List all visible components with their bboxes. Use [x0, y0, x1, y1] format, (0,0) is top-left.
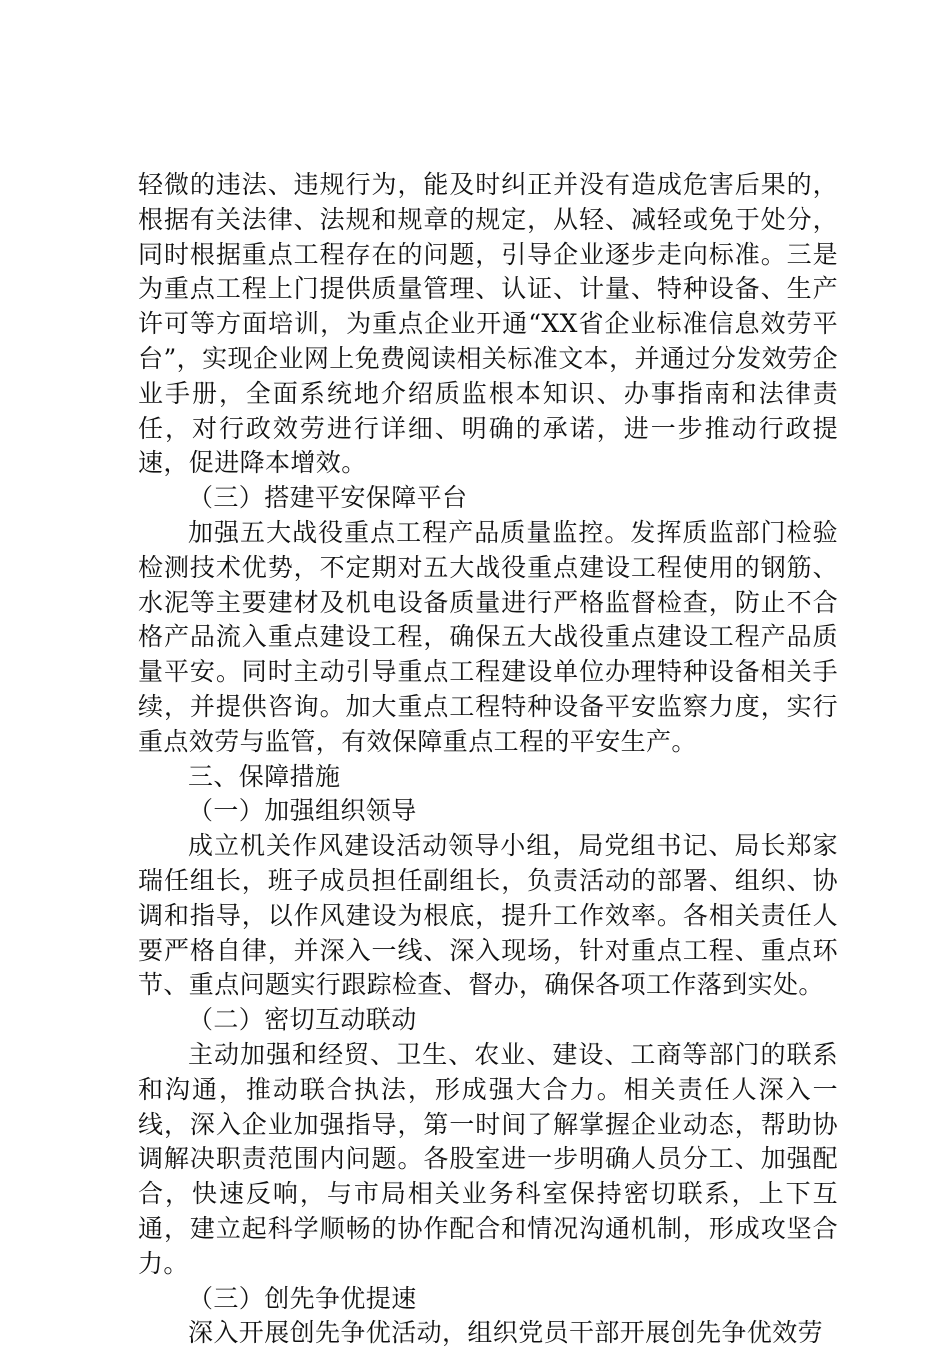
paragraph-leadership-group: 成立机关作风建设活动领导小组，局党组书记、局长郑家瑞任组长，班子成员担任副组长，负责活动的部署、组织、协调和指导，以作风建设为根底，提升工作效率。各相关责任人要严格自律，并深入一线、深入现场，针对重点工程、重点环节、重点问题实行跟踪检查、督办，确保各项工作落到实处。: [138, 831, 838, 1000]
document-body: [138, 168, 838, 1351]
section-heading-safeguards: 三、保障措施: [188, 761, 341, 791]
paragraph-excellence-activity: 深入开展创先争优活动，组织党员干部开展创先争优效劳: [188, 1318, 824, 1348]
paragraph-continuation: 轻微的违法、违规行为，能及时纠正并没有造成危害后果的，根据有关法律、法规和规章的规定，从轻、减轻或免于处分，同时根据重点工程存在的问题，引导企业逐步走向标准。三是为重点工程上门提供质量管理、认证、计量、特种设备、生产许可等方面培训，为重点企业开通“XX省企业标准信息效劳平台”，实现企业网上免费阅读相关标准文本，并通过分发效劳企业手册，全面系统地介绍质监根本知识、办事指南和法律责任，对行政效劳进行详细、明确的承诺，进一步推动行政提速，促进降本增效。: [138, 170, 838, 478]
section-heading-safety-platform: （三）搭建平安保障平台: [188, 483, 468, 513]
paragraph-quality-monitoring: 加强五大战役重点工程产品质量监控。发挥质监部门检验检测技术优势，不定期对五大战役重点建设工程使用的钢筋、水泥等主要建材及机电设备质量进行严格监督检查，防止不合格产品流入重点建设工程，确保五大战役重点建设工程产品质量平安。同时主动引导重点工程建设单位办理特种设备相关手续，并提供咨询。加大重点工程特种设备平安监察力度，实行重点效劳与监管，有效保障重点工程的平安生产。: [138, 517, 838, 756]
subheading-organization-leadership: （一）加强组织领导: [188, 796, 417, 826]
subheading-interaction-linkage: （二）密切互动联动: [188, 1005, 417, 1035]
subheading-excellence-speedup: （三）创先争优提速: [188, 1283, 417, 1313]
paragraph-department-cooperation: 主动加强和经贸、卫生、农业、建设、工商等部门的联系和沟通，推动联合执法，形成强大合力。相关责任人深入一线，深入企业加强指导，第一时间了解掌握企业动态，帮助协调解决职责范围内问题。各股室进一步明确人员分工、加强配合，快速反响，与市局相关业务科室保持密切联系，上下互通，建立起科学顺畅的协作配合和情况沟通机制，形成攻坚合力。: [138, 1039, 838, 1278]
